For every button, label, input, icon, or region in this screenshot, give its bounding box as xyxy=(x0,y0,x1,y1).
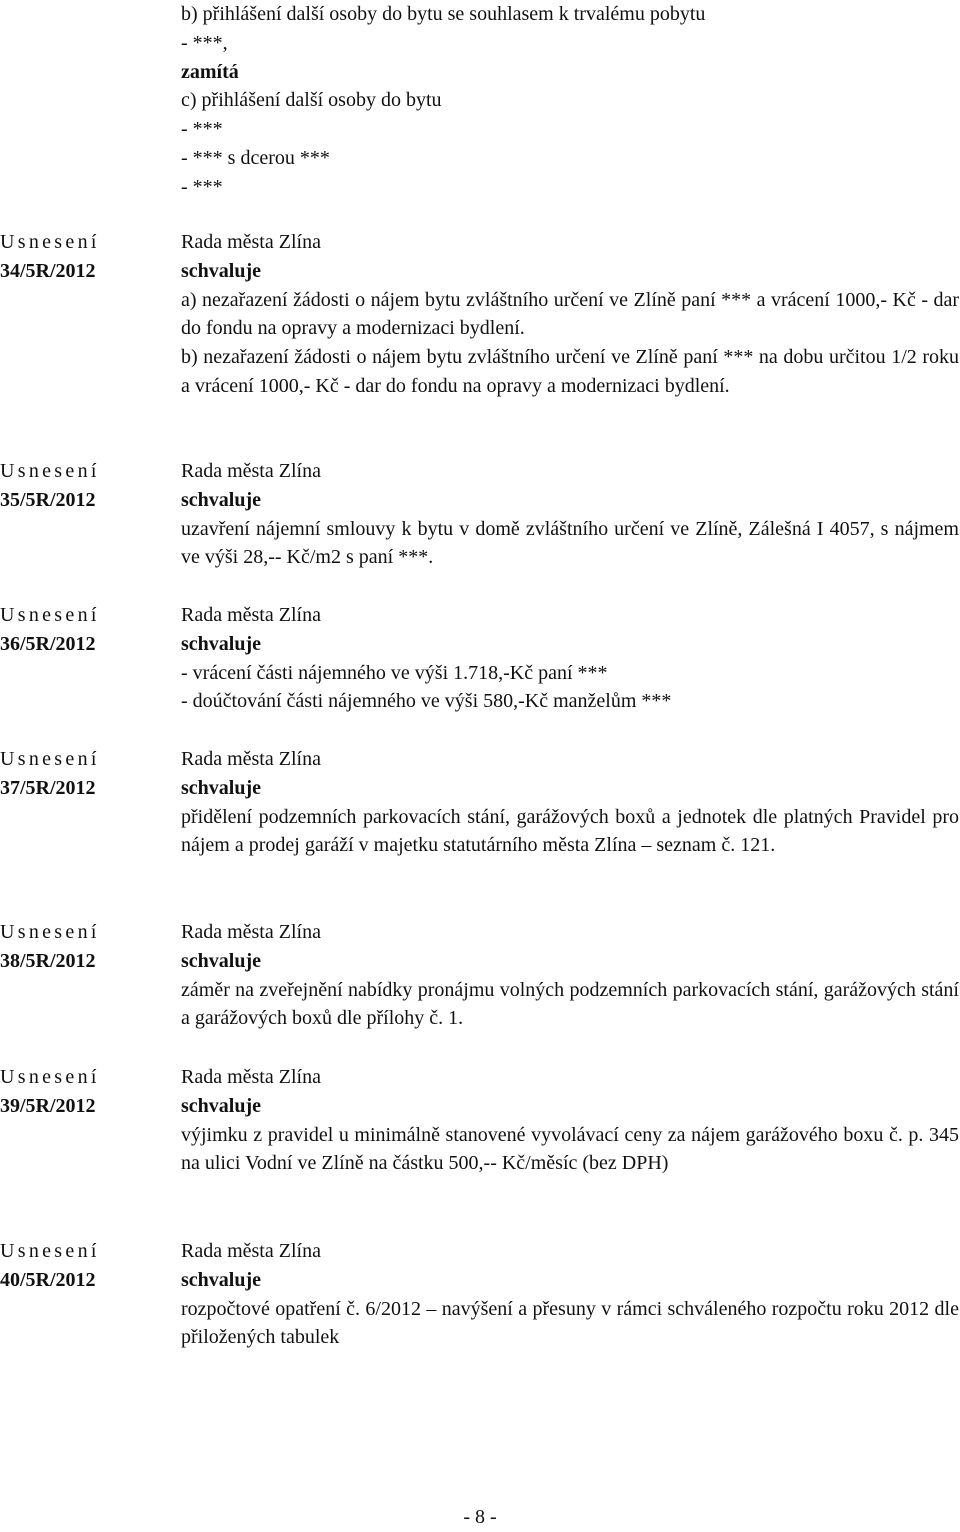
resolution-verb: schvaluje xyxy=(181,488,261,511)
council-name: Rada města Zlína xyxy=(181,604,321,626)
resolution-item-2: - doúčtování části nájemného ve výši 580,-Kč manželům *** xyxy=(181,690,672,713)
resolution-number: 36/5R/2012 xyxy=(0,632,96,655)
resolution-verb: schvaluje xyxy=(181,1094,261,1117)
resolution-verb: schvaluje xyxy=(181,1268,261,1291)
intro-line-person-2: - *** s dcerou *** xyxy=(181,146,330,169)
council-name: Rada města Zlína xyxy=(181,1066,321,1088)
intro-line-person-3: - *** xyxy=(181,175,223,198)
resolution-number: 40/5R/2012 xyxy=(0,1268,96,1291)
resolution-label: Usnesení xyxy=(0,1066,100,1088)
resolution-heading xyxy=(0,601,170,659)
resolution-text: uzavření nájemní smlouvy k bytu v domě zvláštního určení ve Zlíně, Zálešná I 4057, s nájmem ve výši 28,-- Kč/m2 s paní ***. xyxy=(181,517,959,569)
intro-section xyxy=(181,0,956,202)
council-name: Rada města Zlína xyxy=(181,460,321,482)
intro-line-c: c) přihlášení další osoby do bytu xyxy=(181,89,442,112)
resolution-number: 34/5R/2012 xyxy=(0,259,96,282)
resolution-text-a: a) nezařazení žádosti o nájem bytu zvláštního určení ve Zlíně paní *** a vrácení 1000,- Kč - dar do fondu na opravy a modernizaci bydlení. xyxy=(181,288,959,340)
council-name: Rada města Zlína xyxy=(181,748,321,770)
resolution-text: přidělení podzemních parkovacích stání, garážových boxů a jednotek dle platných Pravidel pro nájem a prodej garáží v majetku statutárního města Zlína – seznam č. 121. xyxy=(181,805,959,857)
resolution-item-1: - vrácení části nájemného ve výši 1.718,-Kč paní *** xyxy=(181,661,608,684)
resolution-label: Usnesení xyxy=(0,604,100,626)
resolution-heading xyxy=(0,1237,170,1295)
resolution-label: Usnesení xyxy=(0,921,100,943)
resolution-verb: schvaluje xyxy=(181,632,261,655)
resolution-label: Usnesení xyxy=(0,460,100,482)
council-name: Rada města Zlína xyxy=(181,231,321,253)
resolution-text: rozpočtové opatření č. 6/2012 – navýšení a přesuny v rámci schváleného rozpočtu roku 2012 dle přiložených tabulek xyxy=(181,1297,959,1349)
resolution-heading xyxy=(0,228,170,286)
intro-line-b: b) přihlášení další osoby do bytu se souhlasem k trvalému pobytu xyxy=(181,3,706,25)
resolution-heading xyxy=(0,1063,170,1121)
resolution-heading xyxy=(0,918,170,976)
resolution-text: výjimku z pravidel u minimálně stanovené vyvolávací ceny za nájem garážového boxu č. p. 345 na ulici Vodní ve Zlíně na částku 500,-- Kč/měsíc (bez DPH) xyxy=(181,1123,959,1175)
resolution-verb: schvaluje xyxy=(181,259,261,282)
resolution-label: Usnesení xyxy=(0,1240,100,1262)
intro-line-stars: - ***, xyxy=(181,31,228,54)
resolution-body xyxy=(181,457,959,572)
resolution-body xyxy=(181,745,959,860)
resolution-body xyxy=(181,918,959,1033)
resolution-number: 38/5R/2012 xyxy=(0,949,96,972)
intro-rejects: zamítá xyxy=(181,60,239,83)
resolution-body xyxy=(181,1063,959,1178)
resolution-number: 37/5R/2012 xyxy=(0,776,96,799)
resolution-heading xyxy=(0,745,170,803)
resolution-body xyxy=(181,228,959,401)
resolution-label: Usnesení xyxy=(0,231,100,253)
resolution-body xyxy=(181,601,959,716)
resolution-text-b: b) nezařazení žádosti o nájem bytu zvláštního určení ve Zlíně paní *** na dobu určitou 1/2 roku a vrácení 1000,- Kč - dar do fondu na opravy a modernizaci bydlení. xyxy=(181,346,959,397)
resolution-number: 35/5R/2012 xyxy=(0,488,96,511)
resolution-label: Usnesení xyxy=(0,748,100,770)
resolution-verb: schvaluje xyxy=(181,949,261,972)
resolution-number: 39/5R/2012 xyxy=(0,1094,96,1117)
intro-line-person-1: - *** xyxy=(181,118,223,141)
resolution-heading xyxy=(0,457,170,515)
resolution-body xyxy=(181,1237,959,1352)
council-name: Rada města Zlína xyxy=(181,1240,321,1262)
resolution-text: záměr na zveřejnění nabídky pronájmu volných podzemních parkovacích stání, garážových stání a garážových boxů dle přílohy č. 1. xyxy=(181,978,959,1030)
resolution-verb: schvaluje xyxy=(181,776,261,799)
page-number: - 8 - xyxy=(463,1506,497,1528)
council-name: Rada města Zlína xyxy=(181,921,321,943)
